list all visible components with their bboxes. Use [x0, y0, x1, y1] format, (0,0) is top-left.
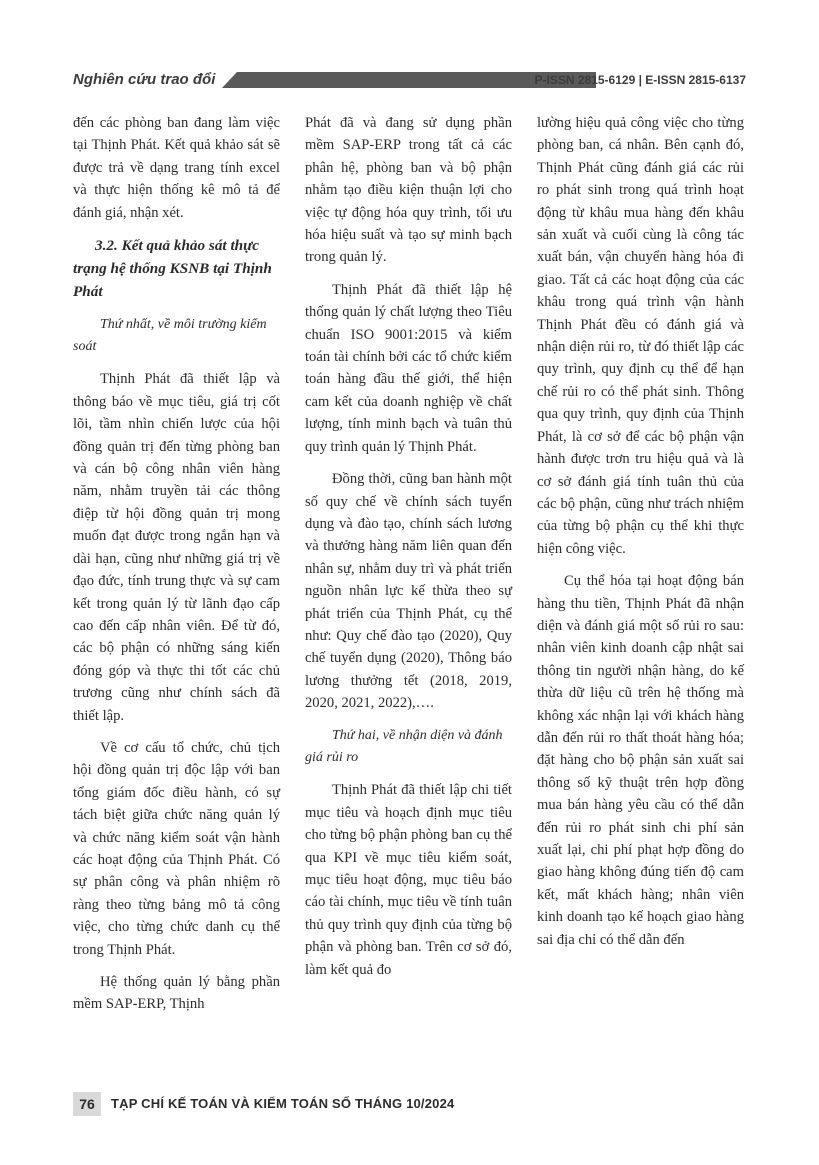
journal-title: TẠP CHÍ KẾ TOÁN VÀ KIỂM TOÁN SỐ THÁNG 10/2024 — [111, 1096, 455, 1111]
paragraph: lường hiệu quả công việc cho từng phòng ban, cá nhân. Bên cạnh đó, Thịnh Phát cũng đánh giá các rủi ro phát sinh trong quá trình hoạt động từ khâu mua hàng đến khâu sản xuất và cuối cùng là công tác xuất bán, vận chuyển hàng hóa đi giao. Tất cả các hoạt động của các khâu trong quá trình vận hành Thịnh Phát đều có đánh giá và nhận diện rủi ro, từ đó thiết lập các quy trình, quy định cụ thể để hạn chế rủi ro có thể phát sinh. Thông qua quy trình, quy định của Thịnh Phát, là cơ sở để các bộ phận vận hành được trơn tru hiệu quả và là cơ sở đánh giá tính tuân thủ của các bộ phận, cũng như trách nhiệm của từng bộ phận cụ thể khi thực hiện công việc. — [537, 115, 744, 557]
paragraph: đến các phòng ban đang làm việc tại Thịnh Phát. Kết quả khảo sát sẽ được trả về dạng trang tính excel và thực hiện thống kê mô tả để đánh giá, nhận xét. — [73, 115, 280, 221]
page-number: 76 — [73, 1092, 101, 1116]
section-title: Nghiên cứu trao đổi — [73, 71, 216, 88]
paragraph: Đồng thời, cũng ban hành một số quy chế về chính sách tuyển dụng và đào tạo, chính sách lương và thưởng hàng năm liên quan đến nhân sự, nhằm duy trì và phát triển nguồn nhân lực kế thừa theo sự phát triển của Thịnh Phát, cụ thể như: Quy chế đào tạo (2020), Quy chế tuyển dụng (2020), Thông báo lương thưởng tết (2018, 2019, 2020, 2021, 2022),…. — [305, 471, 512, 712]
subheading: Thứ hai, về nhận diện và đánh giá rủi ro — [305, 727, 503, 765]
paragraph: Thịnh Phát đã thiết lập hệ thống quản lý chất lượng theo Tiêu chuẩn ISO 9001:2015 và kiểm toán tài chính bởi các tổ chức kiểm toán hàng đầu thế giới, thể hiện cam kết của doanh nghiệp về chất lượng, tính minh bạch và tuân thủ quy trình quản lý Thịnh Phát. — [305, 281, 512, 455]
column-2 — [305, 112, 512, 991]
section-heading: 3.2. Kết quả khảo sát thực trạng hệ thống KSNB tại Thịnh Phát — [73, 237, 272, 301]
paragraph: Phát đã và đang sử dụng phần mềm SAP-ERP trong tất cả các phân hệ, phòng ban và bộ phận nhằm tạo điều kiện thuận lợi cho việc tự động hóa quy trình, tối ưu hóa hiệu suất và tạo sự minh bạch trong quản lý. — [305, 115, 512, 266]
page-footer — [73, 1092, 673, 1116]
paragraph: Hệ thống quản lý bằng phần mềm SAP-ERP, Thịnh — [73, 974, 280, 1013]
column-1 — [73, 112, 280, 1026]
paragraph: Thịnh Phát đã thiết lập chi tiết mục tiêu và hoạch định mục tiêu cho từng bộ phận phòng ban cụ thể qua KPI về mục tiêu kiểm soát, mục tiêu hoạt động, mục tiêu báo cáo tài chính, mục tiêu về tính tuân thủ quy trình quy định của từng bộ phận và phòng ban. Trên cơ sở đó, làm kết quả đo — [305, 782, 512, 978]
page-header — [73, 70, 746, 90]
paragraph: Về cơ cấu tổ chức, chủ tịch hội đồng quản trị độc lập với ban tổng giám đốc điều hành, có sự tách biệt giữa chức năng quản lý và chức năng kiểm soát vận hành các hoạt động của Thịnh Phát. Có sự phân công và phân nhiệm rõ ràng theo từng bảng mô tả công việc, cho từng chức danh cụ thể trong Thịnh Phát. — [73, 739, 280, 958]
paragraph: Thịnh Phát đã thiết lập và thông báo về mục tiêu, giá trị cốt lõi, tầm nhìn chiến lược của hội đồng quản trị đến từng phòng ban và cán bộ công nhân viên hàng năm, nhằm truyền tải các thông điệp từ hội đồng quản trị mong muốn đạt được trong ngắn hạn và dài hạn, cũng như những giá trị về đạo đức, tính trung thực và sự cam kết trong quản lý từ lãnh đạo cấp cao đến cấp nhân viên. Để từ đó, các bộ phận có những sáng kiến đóng góp và thực thi tốt các chủ trương cũng như chính sách đã thiết lập. — [73, 371, 280, 724]
subheading: Thứ nhất, về môi trường kiểm soát — [73, 316, 267, 355]
paragraph: Cụ thể hóa tại hoạt động bán hàng thu tiền, Thịnh Phát đã nhận diện và đánh giá một số rủi ro sau: nhân viên kinh doanh cập nhật sai thông tin người nhận hàng, do kế thừa dữ liệu cũ trên hệ thống mà không xác nhận lại với khách hàng dẫn đến rủi ro thất thoát hàng hóa; đặt hàng cho bộ phận sản xuất sai thông số kỹ thuật trên hợp đồng mua bán hàng yêu cầu có thể dẫn đến rủi ro phát sinh chi phí sản xuất lại, chi phí phạt hợp đồng do giao hàng không đúng tiến độ cam kết, mất khách hàng; nhân viên kinh doanh tạo kế hoạch giao hàng sai địa chỉ có thể dẫn đến — [537, 573, 744, 948]
column-3 — [537, 112, 744, 961]
issn-label: P-ISSN 2815-6129 | E-ISSN 2815-6137 — [534, 73, 746, 87]
